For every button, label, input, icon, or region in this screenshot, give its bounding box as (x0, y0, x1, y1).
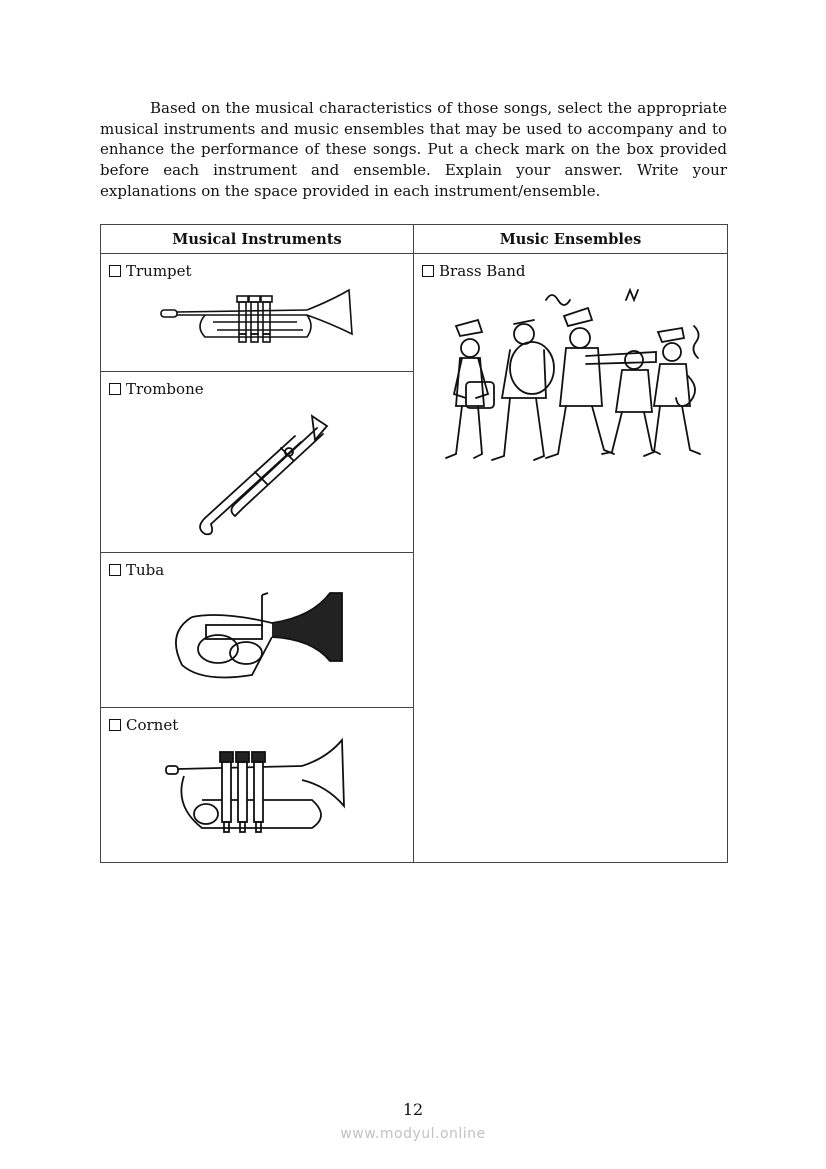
trumpet-checkbox[interactable] (109, 265, 121, 277)
cornet-cell (101, 708, 414, 863)
instrument-ensemble-table (100, 224, 728, 863)
watermark: www.modyul.online (340, 1126, 486, 1142)
cornet-label: Cornet (126, 716, 179, 734)
trumpet-option[interactable] (101, 254, 413, 282)
trombone-label: Trombone (126, 380, 204, 398)
trumpet-illustration (157, 282, 357, 352)
tuba-checkbox[interactable] (109, 564, 121, 576)
brass-band-label: Brass Band (439, 262, 526, 280)
tuba-option[interactable] (101, 553, 413, 581)
page-number: 12 (402, 1100, 424, 1119)
brass-band-cell (414, 254, 728, 863)
cornet-checkbox[interactable] (109, 719, 121, 731)
header-musical-instruments: Musical Instruments (101, 225, 414, 254)
header-music-ensembles: Music Ensembles (414, 225, 728, 254)
trombone-option[interactable] (101, 372, 413, 400)
brass-band-illustration (426, 286, 716, 476)
tuba-label: Tuba (126, 561, 165, 579)
cornet-option[interactable] (101, 708, 413, 736)
brass-band-option[interactable] (414, 254, 727, 282)
brass-band-checkbox[interactable] (422, 265, 434, 277)
trumpet-cell (101, 254, 414, 372)
cornet-illustration (162, 736, 352, 848)
trombone-checkbox[interactable] (109, 383, 121, 395)
trombone-cell (101, 372, 414, 553)
instructions-paragraph: Based on the musical characteristics of those songs, select the appropriate musical instruments and music ensembles that may be used to accompany and to enhance the performance of these songs. Put a check mark on the box provided before each instrument and ensemble. Explain your answer. Write your explanations on the space provided in each instrument/ensemble. (100, 99, 727, 200)
trumpet-label: Trumpet (126, 262, 192, 280)
trombone-illustration (177, 406, 337, 536)
tuba-illustration (162, 587, 352, 687)
tuba-cell (101, 553, 414, 708)
